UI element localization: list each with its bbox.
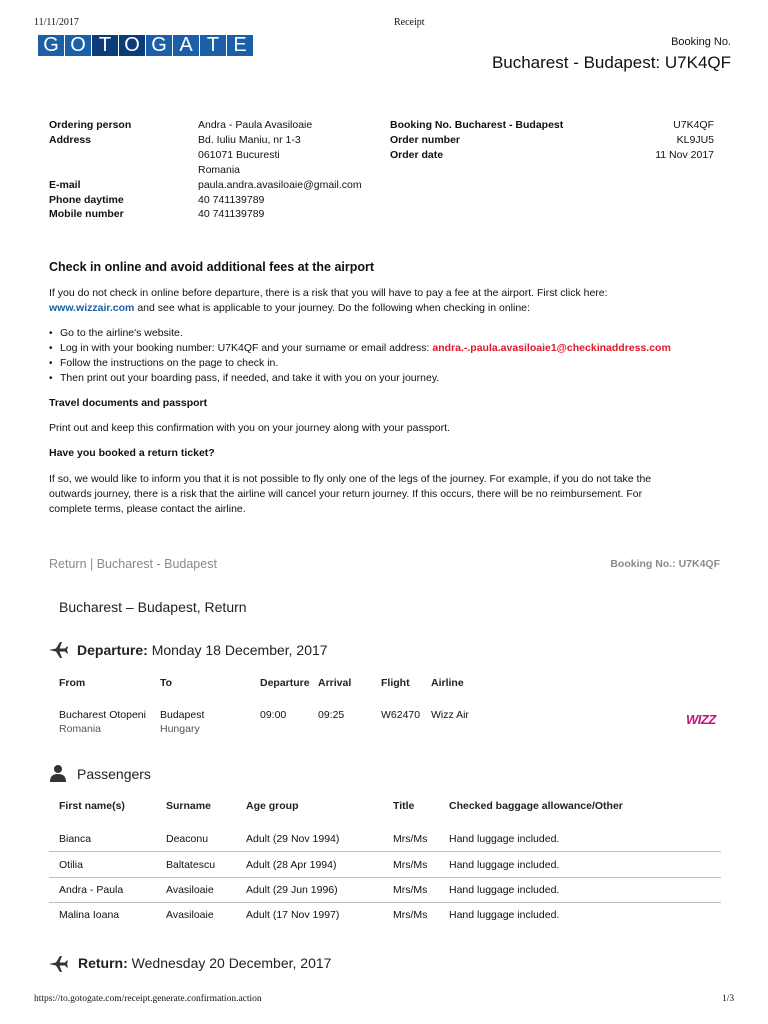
booking-title: Bucharest - Budapest: U7K4QF: [491, 53, 731, 72]
print-title: Receipt: [394, 17, 425, 28]
passenger-title: Mrs/Ms: [393, 859, 428, 871]
return-title: [78, 955, 331, 971]
passenger-age-group: Adult (29 Nov 1994): [246, 833, 340, 845]
wizz-air-logo: WIZZ: [686, 712, 716, 727]
passenger-baggage: Hand luggage included.: [449, 833, 560, 845]
phone-value: 40 741139789: [198, 194, 265, 206]
passenger-surname: Avasiloaie: [166, 884, 214, 896]
passenger-first-name: Otilia: [59, 859, 83, 871]
departure-date: Monday 18 December, 2017: [151, 642, 328, 658]
order-booking-value: U7K4QF: [673, 119, 714, 131]
passenger-surname: Avasiloaie: [166, 909, 214, 921]
departure-title: [77, 642, 328, 658]
flight-to-country: Hungary: [160, 723, 200, 735]
logo-letter: G: [38, 35, 64, 56]
print-page-number: 1/3: [722, 994, 735, 1004]
order-date-label: Order date: [390, 149, 444, 161]
return-ticket-line1: If so, we would like to inform you that it is not possible to fly only one of the legs of the journey. For example, if you do not take the: [49, 473, 652, 485]
documents-heading: Travel documents and passport: [49, 397, 208, 409]
passenger-age-group: Adult (28 Apr 1994): [246, 859, 337, 871]
order-booking-label: Booking No. Bucharest - Budapest: [390, 119, 564, 131]
passenger-first-name: Malina Ioana: [59, 909, 120, 921]
address-line1: Bd. Iuliu Maniu, nr 1-3: [198, 134, 301, 146]
flight-from: Bucharest Otopeni: [59, 709, 146, 721]
checkin-intro-after: and see what is applicable to your journey. Do the following when checking in online:: [137, 302, 530, 314]
departure-label: Departure:: [77, 642, 148, 658]
logo-letter: T: [200, 35, 226, 56]
col-first-name: First name(s): [59, 800, 125, 812]
address-label: Address: [49, 134, 92, 146]
trip-header: Return | Bucharest - Budapest: [49, 557, 217, 571]
logo-letter: G: [146, 35, 172, 56]
ordering-person-value: Andra - Paula Avasiloaie: [198, 119, 313, 131]
col-baggage: Checked baggage allowance/Other: [449, 800, 623, 812]
mobile-value: 40 741139789: [198, 208, 265, 220]
list-item: • Then print out your boarding pass, if needed, and take it with you on your journey.: [49, 371, 739, 386]
logo-letter: T: [92, 35, 118, 56]
phone-label: Phone daytime: [49, 194, 124, 206]
passenger-first-name: Bianca: [59, 833, 92, 845]
passenger-title: Mrs/Ms: [393, 909, 428, 921]
passengers-title: Passengers: [77, 766, 151, 782]
row-divider: [49, 877, 721, 878]
flight-arrival-time: 09:25: [318, 709, 345, 721]
checkin-email-link[interactable]: andra.-.paula.avasiloaie1@checkinaddress.com: [432, 342, 671, 354]
row-divider: [49, 851, 721, 852]
documents-text: Print out and keep this confirmation with you on your journey along with your passport.: [49, 422, 450, 434]
address-line3: Romania: [198, 164, 241, 176]
passenger-baggage: Hand luggage included.: [449, 859, 560, 871]
return-ticket-heading: Have you booked a return ticket?: [49, 447, 215, 459]
col-surname: Surname: [166, 800, 211, 812]
list-item: • Go to the airline's website.: [49, 326, 739, 341]
passenger-first-name: Andra - Paula: [59, 884, 124, 896]
print-date: 11/11/2017: [34, 17, 79, 28]
checkin-step-text: Log in with your booking number: U7K4QF and your surname or email address:: [60, 342, 430, 354]
logo-letter: E: [227, 35, 253, 56]
flight-number: W62470: [381, 709, 421, 721]
flight-departure-time: 09:00: [260, 709, 287, 721]
plane-icon: [48, 955, 68, 976]
return-date: Wednesday 20 December, 2017: [131, 955, 332, 971]
col-flight: Flight: [381, 677, 410, 689]
route-title: Bucharest – Budapest, Return: [59, 599, 247, 615]
email-value: paula.andra.avasiloaie@gmail.com: [198, 179, 362, 191]
list-item: • Follow the instructions on the page to check in.: [49, 356, 739, 371]
person-icon: [49, 764, 67, 785]
checkin-intro-line2: [49, 301, 729, 316]
booking-label: Booking No.: [671, 36, 731, 48]
address-line2: 061071 Bucuresti: [198, 149, 280, 161]
ordering-person-label: Ordering person: [49, 119, 132, 131]
logo-letter: O: [119, 35, 145, 56]
checkin-intro: If you do not check in online before departure, there is a risk that you will have to pay a fee at the airport. First click here:: [49, 287, 608, 299]
gotogate-logo: [38, 35, 253, 56]
flight-airline: Wizz Air: [431, 709, 469, 721]
row-divider: [49, 902, 721, 903]
list-item: [49, 341, 739, 356]
print-url: https://to.gotogate.com/receipt.generate.confirmation.action: [34, 994, 262, 1004]
mobile-label: Mobile number: [49, 208, 124, 220]
return-ticket-line3: complete terms, please contact the airline.: [49, 503, 246, 515]
order-number-value: KL9JU5: [676, 134, 714, 146]
passenger-surname: Deaconu: [166, 833, 209, 845]
col-to: To: [160, 677, 173, 689]
passenger-surname: Baltatescu: [166, 859, 216, 871]
passenger-baggage: Hand luggage included.: [449, 909, 560, 921]
checkin-heading: Check in online and avoid additional fees at the airport: [49, 260, 375, 274]
return-label: Return:: [78, 955, 128, 971]
col-arrival: Arrival: [318, 677, 352, 689]
order-number-label: Order number: [390, 134, 461, 146]
trip-booking-number: Booking No.: U7K4QF: [610, 558, 720, 570]
logo-letter: O: [65, 35, 91, 56]
passenger-age-group: Adult (17 Nov 1997): [246, 909, 340, 921]
col-title: Title: [393, 800, 415, 812]
col-from: From: [59, 677, 86, 689]
passenger-title: Mrs/Ms: [393, 884, 428, 896]
col-airline: Airline: [431, 677, 464, 689]
flight-from-country: Romania: [59, 723, 102, 735]
plane-icon: [48, 641, 68, 662]
return-ticket-line2: outwards journey, there is a risk that the airline will cancel your return journey. If this occurs, there will be no reimbursement. For: [49, 488, 643, 500]
passenger-title: Mrs/Ms: [393, 833, 428, 845]
wizzair-link[interactable]: www.wizzair.com: [49, 302, 135, 314]
logo-letter: A: [173, 35, 199, 56]
col-departure: Departure: [260, 677, 310, 689]
email-label: E-mail: [49, 179, 81, 191]
passenger-age-group: Adult (29 Jun 1996): [246, 884, 338, 896]
order-date-value: 11 Nov 2017: [655, 149, 714, 161]
checkin-steps: [49, 326, 739, 386]
col-age-group: Age group: [246, 800, 299, 812]
flight-to: Budapest: [160, 709, 205, 721]
passenger-baggage: Hand luggage included.: [449, 884, 560, 896]
